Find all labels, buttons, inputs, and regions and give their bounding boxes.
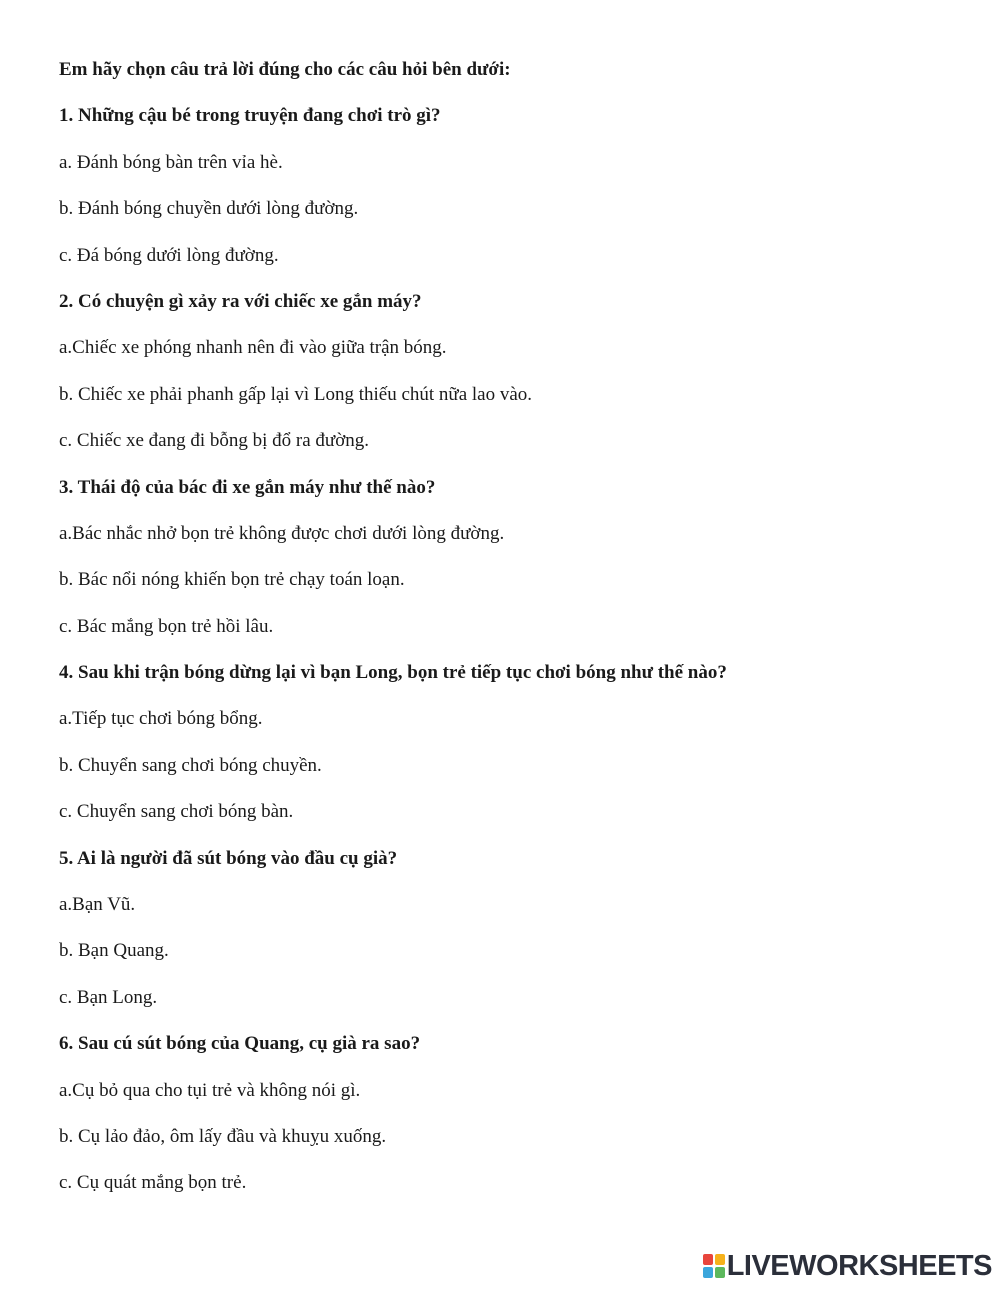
question-1-option-b: b. Đánh bóng chuyền dưới lòng đường.	[59, 198, 359, 220]
question-5-option-c: c. Bạn Long.	[59, 986, 158, 1008]
question-3: 3. Thái độ của bác đi xe gắn máy như thế nào?	[59, 476, 436, 498]
question-4-option-b: b. Chuyển sang chơi bóng chuyền.	[59, 754, 322, 776]
question-6-option-c: c. Cụ quát mắng bọn trẻ.	[59, 1172, 247, 1194]
question-1: 1. Những cậu bé trong truyện đang chơi trò gì?	[59, 105, 441, 127]
question-1-option-a: a. Đánh bóng bàn trên vỉa hè.	[59, 151, 283, 173]
question-1-option-c: c. Đá bóng dưới lòng đường.	[59, 244, 279, 266]
liveworksheets-logo-icon	[703, 1254, 725, 1278]
question-2-option-c: c. Chiếc xe đang đi bỗng bị đổ ra đường.	[59, 430, 370, 452]
logo-square-red	[703, 1254, 713, 1265]
logo-text: LIVEWORKSHEETS	[726, 1249, 992, 1282]
question-4-option-c: c. Chuyển sang chơi bóng bàn.	[59, 801, 294, 823]
question-2-option-a: a.Chiếc xe phóng nhanh nên đi vào giữa trận bóng.	[59, 337, 447, 359]
instruction: Em hãy chọn câu trả lời đúng cho các câu hỏi bên dưới:	[59, 59, 511, 80]
logo-square-yellow	[715, 1254, 725, 1265]
question-5-option-b: b. Bạn Quang.	[59, 940, 169, 962]
question-4: 4. Sau khi trận bóng dừng lại vì bạn Long, bọn trẻ tiếp tục chơi bóng như thế nào?	[59, 662, 727, 684]
question-5: 5. Ai là người đã sút bóng vào đầu cụ già?	[59, 847, 398, 869]
question-5-option-a: a.Bạn Vũ.	[59, 894, 136, 916]
liveworksheets-logo[interactable]	[703, 1249, 992, 1283]
question-3-option-b: b. Bác nổi nóng khiến bọn trẻ chạy toán loạn.	[59, 569, 405, 591]
question-6-option-a: a.Cụ bỏ qua cho tụi trẻ và không nói gì.	[59, 1079, 361, 1101]
question-4-option-a: a.Tiếp tục chơi bóng bổng.	[59, 708, 263, 730]
question-6-option-b: b. Cụ lảo đảo, ôm lấy đầu và khuỵu xuống.	[59, 1125, 387, 1147]
question-3-option-a: a.Bác nhắc nhở bọn trẻ không được chơi dưới lòng đường.	[59, 522, 505, 544]
worksheet	[59, 58, 959, 1218]
question-6: 6. Sau cú sút bóng của Quang, cụ già ra sao?	[59, 1033, 421, 1055]
logo-square-green	[715, 1267, 725, 1278]
question-2-option-b: b. Chiếc xe phải phanh gấp lại vì Long thiếu chút nữa lao vào.	[59, 383, 533, 405]
question-3-option-c: c. Bác mắng bọn trẻ hồi lâu.	[59, 615, 274, 637]
question-2: 2. Có chuyện gì xảy ra với chiếc xe gắn máy?	[59, 290, 422, 312]
logo-square-blue	[703, 1267, 713, 1278]
